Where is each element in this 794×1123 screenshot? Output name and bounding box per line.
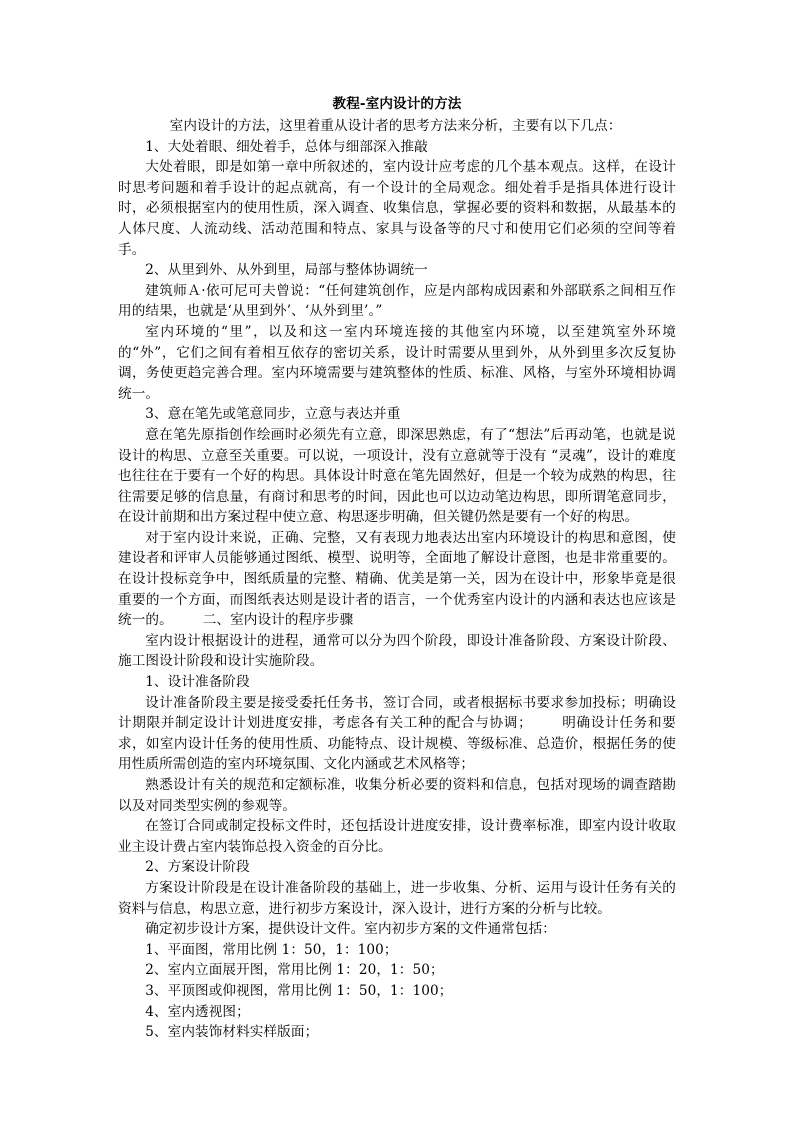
phase-1-body-1a: 设计准备阶段主要是接受委托任务书，签订合同，或者根据标书要求参加投标；明确设计期限并制定设计计划进度安排，考虑各有关工种的配合与协调； (118, 694, 676, 732)
section-3-body-2-text: 对于室内设计来说，正确、完整，又有表现力地表达出室内环境设计的构思和意图，使建设者和评审人员能够通过图纸、模型、说明等，全面地了解设计意图，也是非常重要的。在设计投标竞争中，图纸质量的完整、精确、优美是第一关，因为在设计中，形象毕竟是很重要的一个方面，而图纸表达则是设计者的语言，一个优秀室内设计的内涵和表达也应该是统一的。 (118, 529, 676, 629)
section-2-body: 室内环境的“里”，以及和这一室内环境连接的其他室内环境，以至建筑室外环境的“外”，它们之间有着相互依存的密切关系，设计时需要从里到外，从外到里多次反复协调，务使更趋完善合理。室内环境需要与建筑整体的性质、标准、风格，与室外环境相协调统一。 (118, 323, 676, 402)
phase-1-body-3: 在签订合同或制定投标文件时，还包括设计进度安排，设计费率标准，即室内设计收取业主设计费占室内装饰总投入资金的百分比。 (118, 818, 676, 855)
phase-2-body-2: 确定初步设计方案，提供设计文件。室内初步方案的文件通常包括： (145, 921, 556, 938)
section-1-body: 大处着眼，即是如第一章中所叙述的，室内设计应考虑的几个基本观点。这样，在设计时思考问题和着手设计的起点就高，有一个设计的全局观念。细处着手是指具体进行设计时，必须根据室内的使用性质，深入调查、收集信息，掌握必要的资料和数据，从最基本的人体尺度、人流动线、活动范围和特点、家具与设备等的尺寸和使用它们必须的空间等着手。 (118, 159, 676, 258)
section-3-heading: 3、意在笔先或笔意同步，立意与表达并重 (145, 406, 401, 423)
phase-1-heading: 1、设计准备阶段 (145, 674, 250, 691)
phase-1-body-1b: 明确设计任务和要求，如室内设计任务的使用性质、功能特点、设计规模、等级标准、总造价，根据任务的使用性质所需创造的室内环境氛围、文化内涵或艺术风格等； (118, 715, 676, 773)
list-item: 1、平面图，常用比例 1：50，1：100； (145, 941, 398, 958)
list-item: 5、室内装饰材料实样版面； (145, 1024, 319, 1041)
section-3-body-2 (118, 528, 676, 631)
document-page (118, 94, 676, 1043)
section-2-quote: 建筑师Ａ·依可尼可夫曾说：“任何建筑创作，应是内部构成因素和外部联系之间相互作用的结果，也就是‘从里到外’、‘从外到里’。” (118, 282, 676, 320)
section-1-heading: 1、大处着眼、细处着手，总体与细部深入推敲 (145, 138, 428, 155)
list-item: 4、室内透视图； (145, 1003, 250, 1020)
phase-2-heading: 2、方案设计阶段 (145, 859, 250, 876)
phase-1-body-2: 熟悉设计有关的规范和定额标准，收集分析必要的资料和信息，包括对现场的调查踏勘以及对同类型实例的参观等。 (118, 777, 676, 814)
phase-2-body-1: 方案设计阶段是在设计准备阶段的基础上，进一步收集、分析、运用与设计任务有关的资料与信息，构思立意，进行初步方案设计，深入设计，进行方案的分析与比较。 (118, 879, 676, 917)
list-item: 2、室内立面展开图，常用比例 1：20，1：50； (145, 962, 444, 979)
phase-1-body-1 (118, 693, 676, 775)
intro-paragraph: 室内设计的方法，这里着重从设计者的思考方法来分析，主要有以下几点： (169, 118, 622, 134)
document-title: 教程-室内设计的方法 (332, 96, 462, 112)
part-2-intro: 室内设计根据设计的进程，通常可以分为四个阶段，即设计准备阶段、方案设计阶段、施工图设计阶段和设计实施阶段。 (118, 632, 676, 670)
list-item: 3、平顶图或仰视图，常用比例 1：50，1：100； (145, 982, 453, 999)
part-2-heading: 二、室内设计的程序步骤 (202, 612, 354, 629)
section-2-heading: 2、从里到外、从外到里，局部与整体协调统一 (145, 262, 428, 279)
section-3-body-1: 意在笔先原指创作绘画时必须先有立意，即深思熟虑，有了“想法”后再动笔，也就是说设计的构思、立意至关重要。可以说，一项设计，没有立意就等于没有 “灵魂”，设计的难度也往往在于要有一个好的构思。具体设计时意在笔先固然好，但是一个较为成熟的构思，往往需要足够的信息量，有商讨和思考的时间，因此也可以边动笔边构思，即所谓笔意同步，在设计前期和出方案过程中使立意、构思逐步明确，但关键仍然是要有一个好的构思。 (118, 426, 676, 526)
